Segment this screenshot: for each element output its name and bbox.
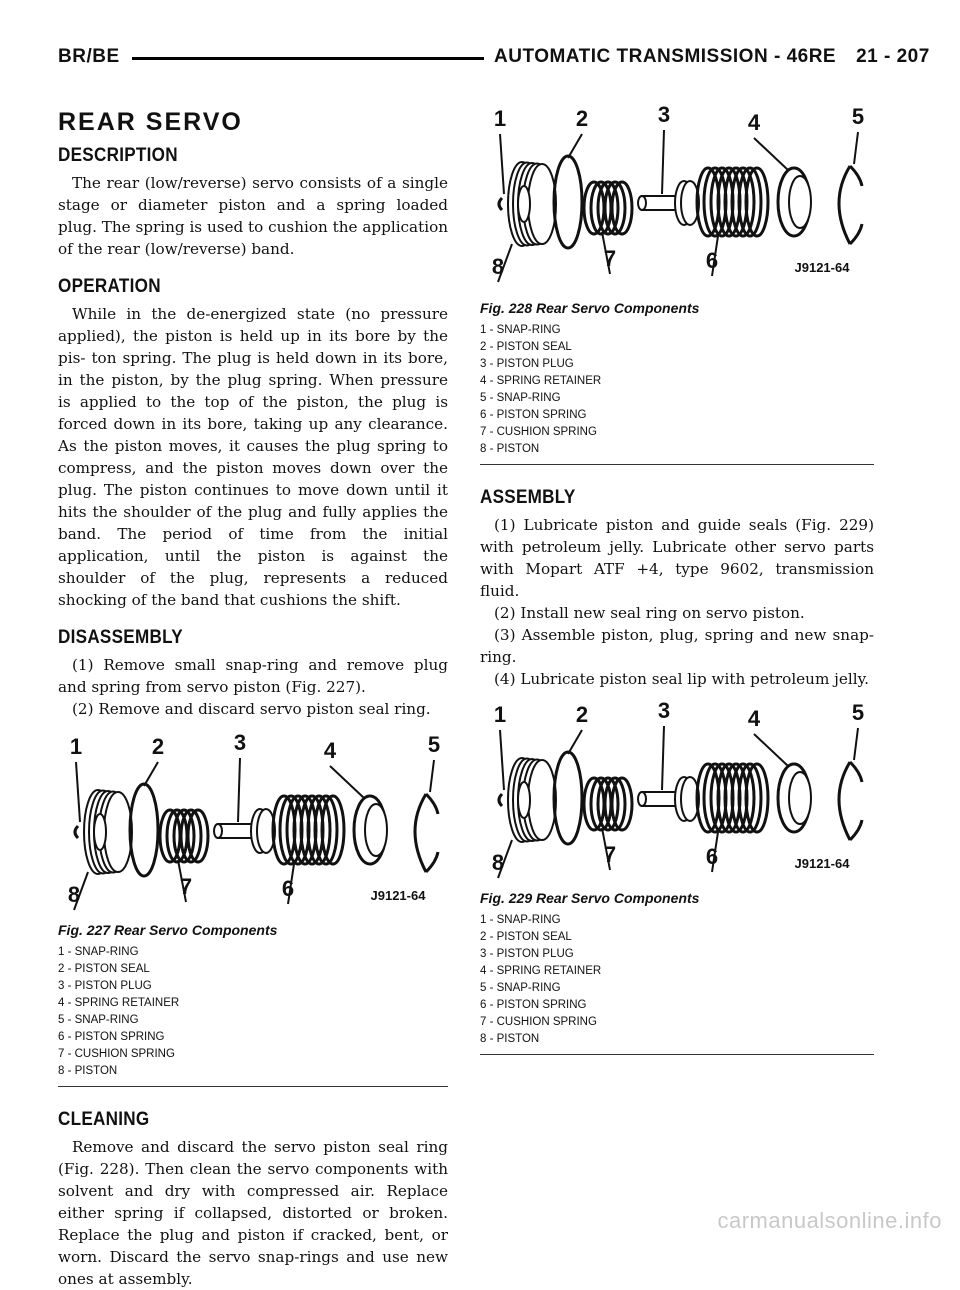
callout-number: 8 (491, 254, 505, 279)
assembly-step-4: (4) Lubricate piston seal lip with petroleum jelly. (494, 670, 869, 688)
spring-retainer-shape (365, 804, 387, 856)
legend-item: 6 - PISTON SPRING (58, 1031, 165, 1043)
piston-shape (94, 814, 106, 850)
legend-item: 1 - SNAP-RING (480, 914, 561, 926)
legend-item: 3 - PISTON PLUG (480, 358, 574, 370)
figure-code: J9121-64 (370, 888, 426, 903)
callout-number: 1 (493, 702, 507, 727)
legend-item: 6 - PISTON SPRING (480, 409, 587, 421)
snap-ring-shape (426, 852, 438, 872)
snap-ring-shape (426, 794, 438, 814)
legend-item: 4 - SPRING RETAINER (480, 375, 602, 387)
callout-leader (238, 758, 240, 822)
piston-plug-shape (642, 792, 678, 806)
snap-ring-shape (499, 794, 502, 806)
callout-leader (144, 762, 158, 786)
callout-number: 2 (575, 106, 589, 131)
snap-ring-shape (850, 224, 862, 244)
legend-item: 5 - SNAP-RING (480, 392, 561, 404)
legend-item: 3 - PISTON PLUG (480, 948, 574, 960)
page-title: REAR SERVO (58, 108, 243, 136)
legend-item: 3 - PISTON PLUG (58, 980, 152, 992)
piston-plug-shape (218, 824, 254, 838)
legend-item: 2 - PISTON SEAL (58, 963, 150, 975)
callout-number: 3 (233, 732, 247, 755)
piston-shape (104, 792, 132, 872)
legend-item: 4 - SPRING RETAINER (58, 997, 180, 1009)
figure-228 (480, 104, 874, 465)
legend-item: 7 - CUSHION SPRING (58, 1048, 175, 1060)
header-page-number: 21 - 207 (856, 46, 930, 67)
header-title (494, 46, 930, 68)
callout-leader (662, 726, 664, 790)
legend-item: 7 - CUSHION SPRING (480, 426, 597, 438)
callout-number: 8 (67, 882, 81, 907)
snap-ring-shape (850, 762, 862, 782)
spring-retainer-shape (789, 176, 811, 228)
figure-228-caption: Fig. 228 Rear Servo Components (480, 300, 700, 316)
figure-229-legend (480, 912, 874, 1048)
callout-number: 3 (657, 104, 671, 127)
callout-number: 5 (851, 700, 865, 725)
description-heading: DESCRIPTION (58, 145, 178, 166)
disassembly-step-1: (1) Remove small snap-ring and remove plug and spring from servo piston (Fig. 227). (58, 656, 448, 696)
legend-item: 2 - PISTON SEAL (480, 931, 572, 943)
callout-number: 6 (281, 876, 295, 901)
callout-leader (568, 730, 582, 754)
callout-number: 6 (705, 248, 719, 273)
callout-number: 1 (493, 106, 507, 131)
right-column (480, 104, 874, 1055)
figure-229-rule (480, 1054, 874, 1055)
snap-ring-shape (415, 794, 426, 872)
exploded-view (492, 700, 864, 878)
legend-item: 6 - PISTON SPRING (480, 999, 587, 1011)
piston-seal-shape (130, 784, 158, 876)
figure-228-rule (480, 464, 874, 465)
callout-leader (854, 132, 858, 164)
callout-number: 4 (747, 706, 761, 731)
snap-ring-shape (839, 762, 850, 840)
callout-number: 3 (657, 700, 671, 723)
legend-item: 2 - PISTON SEAL (480, 341, 572, 353)
legend-item: 5 - SNAP-RING (480, 982, 561, 994)
callout-leader (500, 134, 504, 194)
legend-item: 8 - PISTON (480, 443, 540, 455)
header-rule (132, 57, 484, 60)
callout-leader (662, 130, 664, 194)
legend-item: 1 - SNAP-RING (480, 324, 561, 336)
exploded-view (492, 104, 864, 282)
spring-retainer-shape (789, 772, 811, 824)
snap-ring-shape (850, 166, 862, 186)
figure-227-legend (58, 944, 448, 1080)
figure-227-illustration (58, 732, 448, 922)
callout-leader (754, 138, 788, 170)
cleaning-text: Remove and discard the servo piston seal ring (Fig. 228). Then clean the servo components with solvent and dry with compressed air. Replace either spring if collapsed, distorted or broken. Replace the plug and piston if cracked, bent, or worn. Discard the servo snap-rings and use new ones at assembly. (58, 1138, 448, 1288)
figure-code: J9121-64 (794, 260, 850, 275)
legend-item: 1 - SNAP-RING (58, 946, 139, 958)
callout-number: 6 (705, 844, 719, 869)
operation-heading: OPERATION (58, 276, 161, 297)
cleaning-heading: CLEANING (58, 1109, 150, 1130)
legend-item: 4 - SPRING RETAINER (480, 965, 602, 977)
figure-229-illustration (480, 700, 874, 890)
legend-item: 8 - PISTON (480, 1033, 540, 1045)
operation-text: While in the de-energized state (no pressure applied), the piston is held up in its bore by the pis- ton spring. The plug is held down in its bore, in the piston, by the plug spring. When pressure is applied to the top of the piston, the plug is forced down in its bore, taking up any clearance. As the piston moves, it causes the plug spring to compress, and the piston moves down over the plug. The piston continues to move down until it hits the shoulder of the plug and fully applies the band. The period of time from the initial application, until the piston is against the shoulder of the plug, represents a reduced shocking of the band that cushions the shift. (58, 305, 448, 609)
callout-number: 4 (323, 738, 337, 763)
figure-229 (480, 700, 874, 1055)
piston-plug-shape (642, 196, 678, 210)
description-text: The rear (low/reverse) servo consists of a single stage or diameter piston and a spring loaded plug. The spring is used to cushion the application of the rear (low/reverse) band. (58, 174, 448, 258)
assembly-heading: ASSEMBLY (480, 487, 576, 508)
callout-number: 8 (491, 850, 505, 875)
figure-228-legend (480, 322, 874, 458)
figure-227 (58, 732, 448, 1087)
callout-leader (754, 734, 788, 766)
snap-ring-shape (839, 166, 850, 244)
legend-item: 7 - CUSHION SPRING (480, 1016, 597, 1028)
piston-seal-shape (554, 156, 582, 248)
watermark: carmanualsonline.info (717, 1208, 942, 1233)
legend-item: 5 - SNAP-RING (58, 1014, 139, 1026)
header-chapter: AUTOMATIC TRANSMISSION - 46RE (494, 46, 837, 67)
piston-plug-shape (638, 196, 646, 210)
piston-plug-shape (638, 792, 646, 806)
callout-number: 1 (69, 734, 83, 759)
callout-number: 7 (179, 874, 193, 899)
callout-leader (568, 134, 582, 158)
assembly-step-2: (2) Install new seal ring on servo piston. (494, 604, 805, 622)
piston-shape (518, 186, 530, 222)
callout-leader (330, 766, 364, 798)
callout-leader (76, 762, 80, 822)
callout-number: 2 (151, 734, 165, 759)
callout-number: 2 (575, 702, 589, 727)
callout-leader (500, 730, 504, 790)
callout-number: 7 (603, 842, 617, 867)
figure-228-illustration (480, 104, 874, 300)
callout-leader (430, 760, 434, 792)
figure-227-caption: Fig. 227 Rear Servo Components (58, 922, 278, 938)
snap-ring-shape (499, 198, 502, 210)
figure-code: J9121-64 (794, 856, 850, 871)
exploded-view (68, 732, 440, 910)
piston-seal-shape (554, 752, 582, 844)
disassembly-heading: DISASSEMBLY (58, 627, 183, 648)
callout-number: 4 (747, 110, 761, 135)
assembly-step-1: (1) Lubricate piston and guide seals (Fig. 229) with petroleum jelly. Lubricate other servo parts with Mopart ATF +4, type 9602, transmission fluid. (480, 516, 874, 600)
figure-227-rule (58, 1086, 448, 1087)
piston-shape (518, 782, 530, 818)
figure-229-caption: Fig. 229 Rear Servo Components (480, 890, 700, 906)
snap-ring-shape (75, 826, 78, 838)
left-column (58, 108, 448, 1290)
legend-item: 8 - PISTON (58, 1065, 118, 1077)
piston-shape (528, 164, 556, 244)
header-section-code: BR/BE (58, 46, 120, 67)
callout-number: 7 (603, 246, 617, 271)
piston-shape (528, 760, 556, 840)
callout-number: 5 (427, 732, 441, 757)
disassembly-step-2: (2) Remove and discard servo piston seal ring. (72, 700, 431, 718)
piston-plug-shape (214, 824, 222, 838)
snap-ring-shape (850, 820, 862, 840)
callout-number: 5 (851, 104, 865, 129)
callout-leader (854, 728, 858, 760)
assembly-step-3: (3) Assemble piston, plug, spring and new snap- ring. (480, 626, 874, 666)
